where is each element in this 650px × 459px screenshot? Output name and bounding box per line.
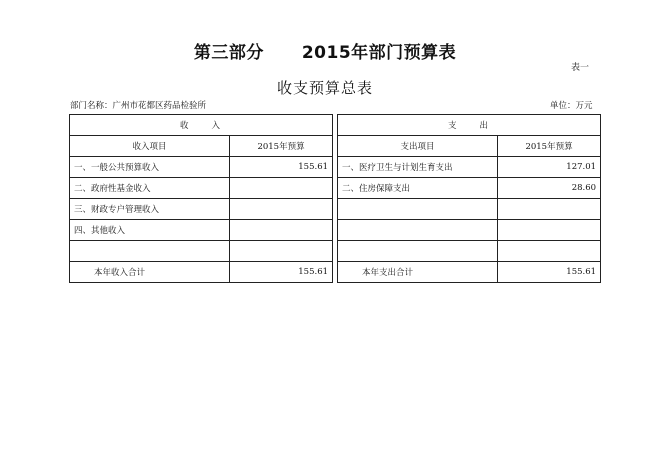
expense-item xyxy=(338,220,498,241)
department-line xyxy=(70,99,206,111)
expense-value xyxy=(498,220,601,241)
table-group-header-row xyxy=(70,115,601,136)
income-item: 二、政府性基金收入 xyxy=(70,178,230,199)
income-value xyxy=(230,220,333,241)
expense-item xyxy=(338,241,498,262)
income-item: 一、一般公共预算收入 xyxy=(70,157,230,178)
expense-item-column-header: 支出项目 xyxy=(338,136,498,157)
table-row xyxy=(70,157,601,178)
income-item-column-header: 收入项目 xyxy=(70,136,230,157)
expense-budget-column-header: 2015年预算 xyxy=(498,136,601,157)
unit-label: 单位：万元 xyxy=(550,101,593,111)
table-number: 表一 xyxy=(571,63,590,73)
budget-title: 2015年部门预算表 xyxy=(301,43,457,63)
expense-header: 支 出 xyxy=(338,115,601,136)
expense-value xyxy=(498,199,601,220)
table-row xyxy=(70,178,601,199)
expense-total-value: 155.61 xyxy=(498,262,601,283)
expense-value xyxy=(498,241,601,262)
table-title: 收支预算总表 xyxy=(276,79,373,97)
budget-table xyxy=(69,114,601,283)
income-header: 收 入 xyxy=(70,115,333,136)
part-label: 第三部分 xyxy=(193,43,264,63)
income-value xyxy=(230,178,333,199)
expense-item xyxy=(338,199,498,220)
table-row xyxy=(70,241,601,262)
table-total-row xyxy=(70,262,601,283)
income-total-value: 155.61 xyxy=(230,262,333,283)
income-value xyxy=(230,199,333,220)
income-budget-column-header: 2015年预算 xyxy=(230,136,333,157)
income-item: 三、财政专户管理收入 xyxy=(70,199,230,220)
table-row xyxy=(70,199,601,220)
income-total-label: 本年收入合计 xyxy=(70,262,230,283)
expense-value: 28.60 xyxy=(498,178,601,199)
expense-value: 127.01 xyxy=(498,157,601,178)
income-value: 155.61 xyxy=(230,157,333,178)
expense-item: 二、住房保障支出 xyxy=(338,178,498,199)
page-title xyxy=(0,38,650,63)
expense-item: 一、医疗卫生与计划生育支出 xyxy=(338,157,498,178)
table-column-header-row xyxy=(70,136,601,157)
table-row xyxy=(70,220,601,241)
department-label: 部门名称： xyxy=(70,101,113,111)
expense-total-label: 本年支出合计 xyxy=(338,262,498,283)
income-item xyxy=(70,241,230,262)
income-item: 四、其他收入 xyxy=(70,220,230,241)
department-name: 广州市花都区药品检验所 xyxy=(112,101,207,111)
income-value xyxy=(230,241,333,262)
